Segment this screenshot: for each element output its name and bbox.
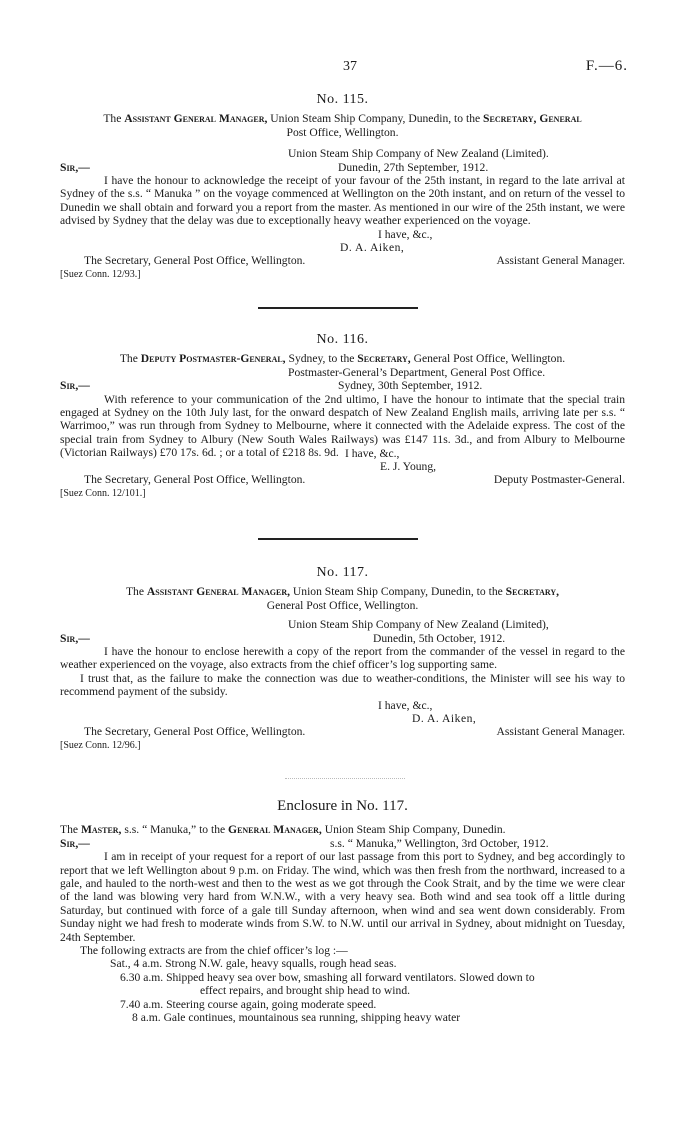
closing: I have, &c., bbox=[378, 227, 433, 241]
letter-115 bbox=[60, 93, 625, 281]
sender-address: Postmaster-General’s Department, General Post Office. bbox=[288, 365, 546, 379]
page-number: 37 bbox=[343, 59, 357, 74]
file-reference: [Suez Conn. 12/96.] bbox=[60, 739, 141, 751]
letter-number: No. 115. bbox=[316, 92, 369, 107]
letter-body: I have the honour to enclose herewith a copy of the report from the commander of the vessel in regard to the weather experienced on the voyage, also extracts from the chief officer’s log supporting same. bbox=[60, 645, 625, 672]
letter-body: With reference to your communication of the 2nd ultimo, I have the honour to intimate that the special train engaged at Sydney on the 10th July last, for the onward despatch of New Zealand English mails, arriving late per s.s. “ Warrimoo,” was run through from Sydney to Melbourne, where it connected with the Adelaide express. The cost of the special train from Sydney to Albury (New South Wales Railways) was £147 11s. 3d., and from Albury to Melbourne (Victorian Railways) £70 17s. 6d. ; or a total of £218 8s. 9d. bbox=[60, 392, 625, 460]
signature: D. A. Aiken, bbox=[412, 712, 477, 726]
letter-body-paragraph: I trust that, as the failure to make the connection was due to weather-conditions, the Minister will see his way to recommend payment of the subsidy. bbox=[60, 671, 625, 699]
letter-number: No. 117. bbox=[316, 565, 369, 580]
salutation: Sir,— bbox=[60, 160, 90, 174]
letter-heading: The Deputy Postmaster-General, Sydney, to the Secretary, General Post Office, Wellington. bbox=[119, 352, 566, 366]
document-reference: F.—6. bbox=[585, 58, 628, 74]
section-divider bbox=[258, 538, 418, 540]
file-reference: [Suez Conn. 12/93.] bbox=[60, 268, 141, 280]
letter-body: I have the honour to acknowledge the receipt of your favour of the 25th instant, in regard to the late arrival at Sydney of the s.s. “ Manuka ” on the voyage commenced at Wellington on the 20th instant, and on return of the vessel to Dunedin we shall obtain and forward you a report from the master. As mentioned in our wire of the 25th instant, we were advised by Sydney that the delay was due to exceptionally heavy weather experienced on the voyage. bbox=[60, 174, 625, 228]
salutation: Sir,— bbox=[60, 836, 90, 850]
letter-number: No. 116. bbox=[316, 332, 369, 347]
letter-heading: The Assistant General Manager, Union Steam Ship Company, Dunedin, to the Secretary, General Post Office, Wellington. bbox=[125, 585, 560, 612]
addressee: The Secretary, General Post Office, Wellington. bbox=[84, 473, 306, 487]
log-entry: 6.30 a.m. Shipped heavy sea over bow, smashing all forward ventilators. Slowed down to bbox=[120, 970, 535, 984]
enclosure-heading: The Master, s.s. “ Manuka,” to the General Manager, Union Steam Ship Company, Dunedin. bbox=[60, 823, 506, 837]
salutation: Sir,— bbox=[60, 631, 90, 645]
section-divider bbox=[258, 307, 418, 309]
log-entry: Sat., 4 a.m. Strong N.W. gale, heavy squalls, rough head seas. bbox=[110, 957, 397, 971]
signatory-title: Assistant General Manager. bbox=[496, 725, 625, 739]
enclosure-title: Enclosure in No. 117. bbox=[277, 798, 408, 814]
date-line: Sydney, 30th September, 1912. bbox=[338, 379, 483, 393]
signatory-title: Assistant General Manager. bbox=[496, 254, 625, 268]
signatory-title: Deputy Postmaster-General. bbox=[493, 473, 625, 487]
date-line: s.s. “ Manuka,” Wellington, 3rd October, 1912. bbox=[330, 836, 549, 850]
date-line: Dunedin, 27th September, 1912. bbox=[338, 160, 489, 174]
addressee: The Secretary, General Post Office, Wellington. bbox=[84, 254, 306, 268]
letter-heading: The Assistant General Manager, Union Steam Ship Company, Dunedin, to the Secretary, General Post Office, Wellington. bbox=[103, 112, 582, 139]
letter-117 bbox=[60, 566, 625, 752]
log-entry-continued: effect repairs, and brought ship head to wind. bbox=[200, 984, 411, 998]
sender-address: Union Steam Ship Company of New Zealand (Limited), bbox=[288, 618, 549, 632]
log-extracts bbox=[110, 957, 625, 1024]
letter-116 bbox=[60, 333, 625, 500]
addressee: The Secretary, General Post Office, Wellington. bbox=[84, 725, 306, 739]
signature: E. J. Young, bbox=[380, 460, 437, 474]
log-entry: 8 a.m. Gale continues, mountainous sea running, shipping heavy water bbox=[132, 1011, 461, 1025]
log-entry: 7.40 a.m. Steering course again, going moderate speed. bbox=[120, 997, 377, 1011]
file-reference: [Suez Conn. 12/101.] bbox=[60, 487, 146, 499]
enclosure-117 bbox=[60, 800, 625, 1025]
closing: I have, &c., bbox=[345, 446, 400, 460]
sender-address: Union Steam Ship Company of New Zealand (Limited). bbox=[288, 147, 549, 161]
date-line: Dunedin, 5th October, 1912. bbox=[373, 631, 506, 645]
salutation: Sir,— bbox=[60, 379, 90, 393]
log-intro: The following extracts are from the chief officer’s log :— bbox=[80, 944, 348, 958]
section-divider bbox=[285, 778, 405, 779]
closing: I have, &c., bbox=[378, 698, 433, 712]
signature: D. A. Aiken, bbox=[340, 241, 405, 255]
enclosure-body: I am in receipt of your request for a report of our last passage from this port to Sydney, and beg accordingly to report that we left Wellington about 9 p.m. on Friday. The wind, which was then fresh from the northward, increased to a gale, and hauled to the north-west and then to the west as we got through the Cook Strait, and by the time we were clear of the land was blowing very hard from W.N.W., with a very heavy sea. Both wind and sea took off a little during Saturday, but continued with force of a gale till Sunday afternoon, when wind and sea went down considerably. From Sunday night we had fresh to moderate winds from S.W. to N.W. until our arrival in Sydney, about midnight on Tuesday, 24th September. bbox=[60, 850, 625, 944]
